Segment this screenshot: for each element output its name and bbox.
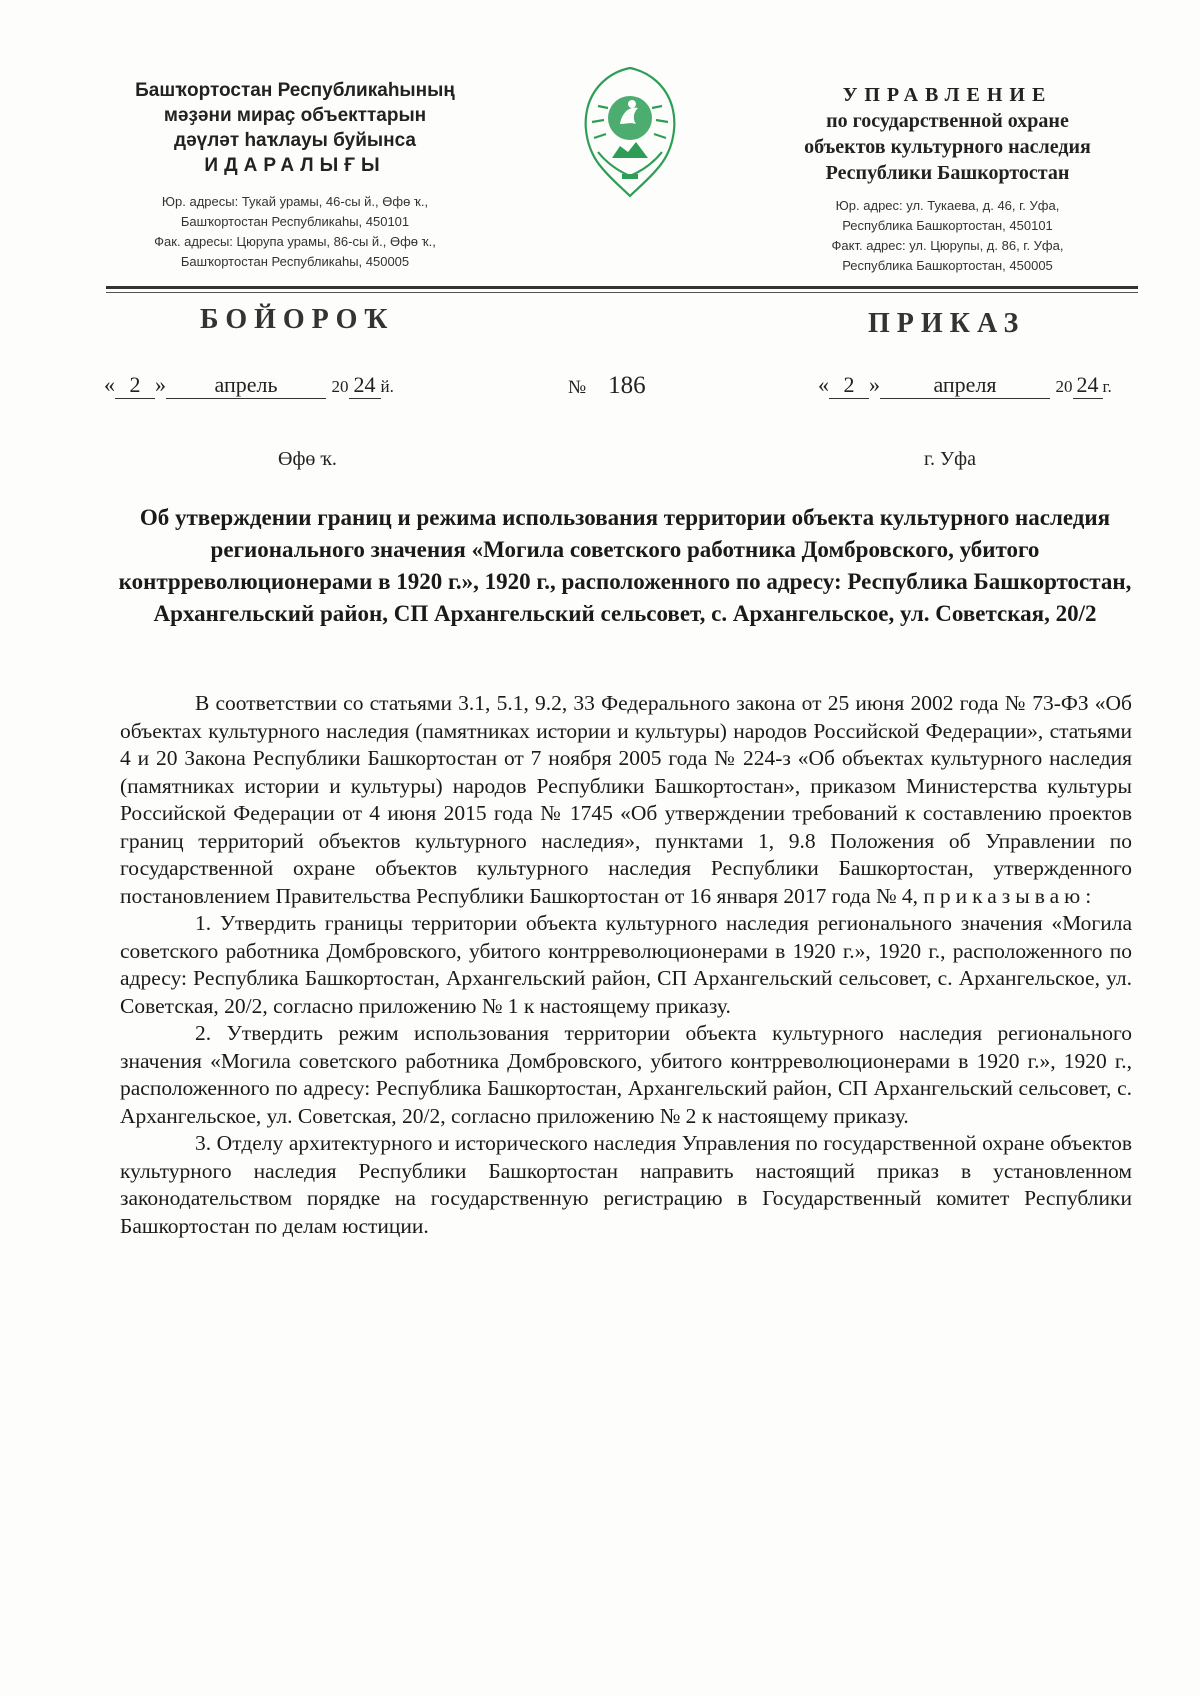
address-line: Факт. адрес: ул. Цюрупы, д. 86, г. Уфа,	[831, 238, 1064, 253]
address-line: Юр. адресы: Тукай урамы, 46-сы й., Өфө ҡ.,	[161, 194, 429, 209]
org-line: Республики Башкортостан	[825, 162, 1070, 184]
org-name-russian	[770, 82, 1125, 186]
city-russian: г. Уфа	[924, 448, 976, 470]
address-line: Республика Башкортостан, 450005	[842, 258, 1053, 273]
document-title: Об утверждении границ и режима использования территории объекта культурного наследия регионального значения «Могила советского работника Домбровского, убитого контрреволюционерами в 1920 г.», 1920 г., расположенного по адресу: Республика Башкортостан, Архангельский район, СП Архангельский сельсовет, с. Архангельское, ул. Советская, 20/2	[118, 505, 1132, 626]
org-line: ИДАРАЛЫҒЫ	[204, 155, 386, 176]
org-line: дәүләт һаҡлауы буйынса	[174, 130, 416, 151]
org-name-bashkir	[95, 78, 495, 178]
header-divider-thin	[106, 292, 1138, 293]
header-divider	[106, 286, 1138, 289]
address-bashkir	[95, 192, 495, 272]
date-month: апрель	[166, 372, 326, 399]
address-line: Башҡортостан Республикаһы, 450005	[180, 254, 410, 269]
org-line: объектов культурного наследия	[804, 136, 1091, 158]
bashkortostan-coat-of-arms-icon	[570, 62, 690, 202]
date-month: апреля	[880, 372, 1050, 399]
order-title-russian: ПРИКАЗ	[868, 308, 1026, 339]
address-line: Фак. адресы: Цюрупа урамы, 86-сы й., Өфө ҡ.,	[154, 234, 436, 249]
date-day: 2	[829, 372, 869, 399]
preamble-paragraph	[120, 690, 1132, 910]
date-year-prefix: 20	[1055, 377, 1073, 396]
city-bashkir: Өфө ҡ.	[278, 448, 337, 470]
document-body	[120, 690, 1132, 1240]
order-word: приказываю:	[923, 883, 1097, 908]
date-russian: « 2 » апреля 20 24 г.	[818, 372, 1112, 397]
org-line: УПРАВЛЕНИЕ	[842, 84, 1053, 106]
date-year-suffix: 24	[349, 372, 381, 399]
order-title-bashkir: БОЙОРОҠ	[200, 304, 395, 335]
date-year-unit: г.	[1102, 377, 1112, 396]
order-item: 3. Отделу архитектурного и исторического наследия Управления по государственной охране объектов культурного наследия Республики Башкортостан направить настоящий приказ в установленном законодательством порядке на государственную регистрацию в Государственный комитет Республики Башкортостан по делам юстиции.	[120, 1131, 1132, 1238]
number-value: 186	[608, 372, 646, 399]
org-line: Башҡортостан Республикаһының	[135, 80, 455, 101]
org-line: мәҙәни мираҫ объекттарын	[163, 105, 427, 126]
number-sign: №	[568, 377, 587, 398]
date-bashkir: « 2 » апрель 20 24 й.	[104, 372, 394, 397]
date-year-unit: й.	[380, 377, 394, 396]
org-line: по государственной охране	[826, 110, 1069, 132]
address-russian	[770, 196, 1125, 276]
address-line: Республика Башкортостан, 450101	[842, 218, 1053, 233]
address-line: Башҡортостан Республикаһы, 450101	[180, 214, 410, 229]
date-day: 2	[115, 372, 155, 399]
order-item: 1. Утвердить границы территории объекта культурного наследия регионального значения «Могила советского работника Домбровского, убитого контрреволюционерами в 1920 г.», 1920 г., расположенного по адресу: Республика Башкортостан, Архангельский район, СП Архангельский сельсовет, с. Архангельское, ул. Советская, 20/2, согласно приложению № 1 к настоящему приказу.	[120, 911, 1132, 1018]
order-item: 2. Утвердить режим использования территории объекта культурного наследия регионального значения «Могила советского работника Домбровского, убитого контрреволюционерами в 1920 г.», 1920 г., расположенного по адресу: Республика Башкортостан, Архангельский район, СП Архангельский сельсовет, с. Архангельское, ул. Советская, 20/2, согласно приложению № 2 к настоящему приказу.	[120, 1021, 1132, 1128]
date-year-suffix: 24	[1073, 372, 1103, 399]
order-number	[568, 372, 646, 400]
date-year-prefix: 20	[331, 377, 349, 396]
preamble-text: В соответствии со статьями 3.1, 5.1, 9.2, 33 Федерального закона от 25 июня 2002 года № 73-ФЗ «Об объектах культурного наследия (памятниках истории и культуры) народов Российской Федерации», статьями 4 и 20 Закона Республики Башкортостан от 7 ноября 2005 года № 224-з «Об объектах культурного наследия (памятниках истории и культуры) народов Республики Башкортостан», приказом Министерства культуры Российской Федерации от 4 июня 2015 года № 1745 «Об утверждении требований к составлению проектов границ территорий объектов культурного наследия», пунктами 1, 9.8 Положения об Управлении по государственной охране объектов культурного наследия Республики Башкортостан, утвержденного постановлением Правительства Республики Башкортостан от 16 января 2017 года № 4,	[120, 691, 1132, 908]
address-line: Юр. адрес: ул. Тукаева, д. 46, г. Уфа,	[835, 198, 1060, 213]
